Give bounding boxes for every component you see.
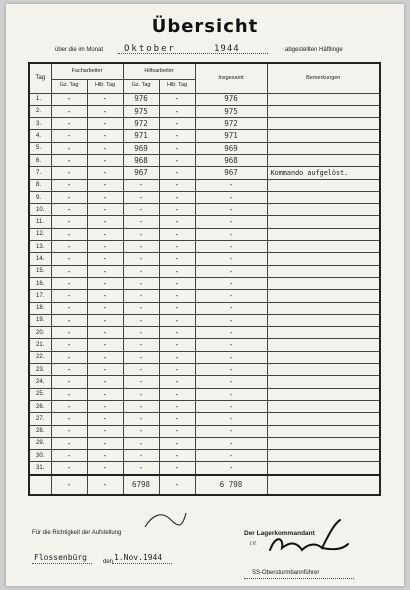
row-remark xyxy=(267,241,380,253)
row-day-number: 5. xyxy=(29,142,51,154)
row-remark xyxy=(267,351,380,363)
row-ha-hlb: - xyxy=(159,351,195,363)
row-fa-hlb: - xyxy=(87,191,123,203)
iv-label: i.V. xyxy=(250,541,257,547)
row-day-number: 7. xyxy=(29,167,51,179)
row-fa-gz: - xyxy=(51,93,87,105)
row-ha-gz: - xyxy=(123,413,159,425)
row-ha-hlb: - xyxy=(159,130,195,142)
row-insgesamt: - xyxy=(195,413,267,425)
row-remark xyxy=(267,437,380,449)
row-fa-hlb: - xyxy=(87,400,123,412)
table-row xyxy=(29,216,380,228)
totals-tag-cell xyxy=(29,475,51,495)
row-fa-gz: - xyxy=(51,241,87,253)
row-remark xyxy=(267,191,380,203)
table-row xyxy=(29,118,380,130)
header-bemerkungen: Bemerkungen xyxy=(267,63,380,93)
header-insgesamt: Insgesamt xyxy=(195,63,267,93)
month-value: Oktober xyxy=(124,44,176,54)
den-label: den xyxy=(103,559,114,565)
header-hilfsarbeiter: Hilfsarbeiter xyxy=(123,63,195,79)
row-fa-hlb: - xyxy=(87,314,123,326)
row-fa-gz: - xyxy=(51,450,87,462)
row-remark xyxy=(267,105,380,117)
date-line xyxy=(112,563,172,564)
row-fa-gz: - xyxy=(51,302,87,314)
row-ha-hlb: - xyxy=(159,388,195,400)
row-day-number: 24. xyxy=(29,376,51,388)
row-remark xyxy=(267,277,380,289)
row-fa-hlb: - xyxy=(87,339,123,351)
row-ha-gz: 975 xyxy=(123,105,159,117)
row-ha-hlb: - xyxy=(159,142,195,154)
row-ha-hlb: - xyxy=(159,241,195,253)
row-fa-gz: - xyxy=(51,142,87,154)
total-ha-hlb: - xyxy=(159,475,195,495)
row-fa-hlb: - xyxy=(87,265,123,277)
row-ha-hlb: - xyxy=(159,400,195,412)
row-ha-hlb: - xyxy=(159,277,195,289)
row-ha-gz: - xyxy=(123,228,159,240)
table-row xyxy=(29,388,380,400)
subtitle-suffix: abgestellten Häftlinge xyxy=(285,47,343,53)
row-ha-hlb: - xyxy=(159,376,195,388)
row-fa-hlb: - xyxy=(87,413,123,425)
row-ha-gz: 967 xyxy=(123,167,159,179)
row-insgesamt: - xyxy=(195,327,267,339)
row-day-number: 12. xyxy=(29,228,51,240)
row-fa-hlb: - xyxy=(87,327,123,339)
row-fa-gz: - xyxy=(51,179,87,191)
row-fa-gz: - xyxy=(51,314,87,326)
row-insgesamt: - xyxy=(195,314,267,326)
row-fa-hlb: - xyxy=(87,241,123,253)
row-remark xyxy=(267,314,380,326)
row-fa-hlb: - xyxy=(87,302,123,314)
row-remark xyxy=(267,290,380,302)
row-ha-gz: 972 xyxy=(123,118,159,130)
table-row xyxy=(29,191,380,203)
row-insgesamt: - xyxy=(195,191,267,203)
row-ha-gz: - xyxy=(123,327,159,339)
table-row xyxy=(29,167,380,179)
total-fa-hlb: - xyxy=(87,475,123,495)
row-ha-gz: 969 xyxy=(123,142,159,154)
row-fa-hlb: - xyxy=(87,277,123,289)
row-ha-hlb: - xyxy=(159,462,195,475)
table-row xyxy=(29,400,380,412)
row-ha-gz: - xyxy=(123,179,159,191)
row-ha-hlb: - xyxy=(159,450,195,462)
row-insgesamt: 969 xyxy=(195,142,267,154)
row-fa-gz: - xyxy=(51,130,87,142)
row-insgesamt: - xyxy=(195,376,267,388)
row-fa-hlb: - xyxy=(87,118,123,130)
table-row xyxy=(29,339,380,351)
row-ha-hlb: - xyxy=(159,265,195,277)
row-insgesamt: - xyxy=(195,265,267,277)
row-remark xyxy=(267,228,380,240)
table-row xyxy=(29,462,380,475)
row-ha-hlb: - xyxy=(159,437,195,449)
row-ha-hlb: - xyxy=(159,425,195,437)
row-remark xyxy=(267,253,380,265)
table-row xyxy=(29,93,380,105)
row-remark xyxy=(267,179,380,191)
row-ha-hlb: - xyxy=(159,413,195,425)
row-fa-gz: - xyxy=(51,425,87,437)
table-row xyxy=(29,376,380,388)
row-insgesamt: - xyxy=(195,425,267,437)
table-row xyxy=(29,179,380,191)
total-fa-gz: - xyxy=(51,475,87,495)
row-remark xyxy=(267,413,380,425)
row-fa-gz: - xyxy=(51,413,87,425)
row-day-number: 22. xyxy=(29,351,51,363)
row-ha-hlb: - xyxy=(159,204,195,216)
row-ha-gz: - xyxy=(123,376,159,388)
row-day-number: 13. xyxy=(29,241,51,253)
row-fa-hlb: - xyxy=(87,450,123,462)
row-ha-gz: - xyxy=(123,277,159,289)
row-insgesamt: - xyxy=(195,204,267,216)
row-insgesamt: - xyxy=(195,450,267,462)
row-remark xyxy=(267,216,380,228)
row-fa-hlb: - xyxy=(87,253,123,265)
table-row xyxy=(29,241,380,253)
row-insgesamt: - xyxy=(195,241,267,253)
row-remark: Kommando aufgelöst. xyxy=(267,167,380,179)
row-day-number: 20. xyxy=(29,327,51,339)
row-insgesamt: - xyxy=(195,400,267,412)
row-insgesamt: - xyxy=(195,462,267,475)
row-insgesamt: 968 xyxy=(195,154,267,166)
row-day-number: 11. xyxy=(29,216,51,228)
row-ha-gz: - xyxy=(123,265,159,277)
row-day-number: 6. xyxy=(29,154,51,166)
row-insgesamt: - xyxy=(195,228,267,240)
row-ha-hlb: - xyxy=(159,179,195,191)
row-day-number: 9. xyxy=(29,191,51,203)
table-row xyxy=(29,450,380,462)
row-fa-hlb: - xyxy=(87,216,123,228)
row-fa-hlb: - xyxy=(87,93,123,105)
year-value: 1944 xyxy=(214,44,240,54)
row-day-number: 18. xyxy=(29,302,51,314)
row-day-number: 19. xyxy=(29,314,51,326)
table-row xyxy=(29,425,380,437)
row-insgesamt: 971 xyxy=(195,130,267,142)
row-fa-hlb: - xyxy=(87,437,123,449)
row-ha-gz: - xyxy=(123,400,159,412)
row-fa-gz: - xyxy=(51,400,87,412)
row-fa-hlb: - xyxy=(87,167,123,179)
row-ha-hlb: - xyxy=(159,364,195,376)
row-day-number: 2. xyxy=(29,105,51,117)
rank-text: SS-Obersturmbannführer xyxy=(252,570,320,576)
row-remark xyxy=(267,388,380,400)
row-ha-hlb: - xyxy=(159,105,195,117)
row-fa-gz: - xyxy=(51,105,87,117)
table-row xyxy=(29,290,380,302)
header-tag: Tag xyxy=(29,63,51,93)
row-day-number: 26. xyxy=(29,400,51,412)
row-remark xyxy=(267,93,380,105)
row-fa-gz: - xyxy=(51,265,87,277)
row-fa-hlb: - xyxy=(87,179,123,191)
table-row xyxy=(29,364,380,376)
header-ha-gz-tag: Gz. Tag xyxy=(123,79,159,93)
row-day-number: 30. xyxy=(29,450,51,462)
row-remark xyxy=(267,462,380,475)
row-ha-hlb: - xyxy=(159,253,195,265)
row-day-number: 27. xyxy=(29,413,51,425)
row-insgesamt: 967 xyxy=(195,167,267,179)
row-ha-hlb: - xyxy=(159,339,195,351)
table-row xyxy=(29,105,380,117)
row-ha-gz: - xyxy=(123,191,159,203)
row-fa-gz: - xyxy=(51,228,87,240)
row-day-number: 28. xyxy=(29,425,51,437)
table-row xyxy=(29,253,380,265)
row-ha-gz: - xyxy=(123,339,159,351)
row-day-number: 16. xyxy=(29,277,51,289)
row-ha-gz: - xyxy=(123,364,159,376)
row-ha-gz: - xyxy=(123,216,159,228)
row-ha-gz: - xyxy=(123,302,159,314)
row-day-number: 14. xyxy=(29,253,51,265)
row-ha-gz: - xyxy=(123,253,159,265)
table-row xyxy=(29,413,380,425)
row-insgesamt: - xyxy=(195,277,267,289)
row-remark xyxy=(267,142,380,154)
row-ha-gz: 968 xyxy=(123,154,159,166)
row-insgesamt: - xyxy=(195,253,267,265)
total-ha-gz: 6798 xyxy=(123,475,159,495)
table-row xyxy=(29,154,380,166)
table-row xyxy=(29,204,380,216)
row-insgesamt: 972 xyxy=(195,118,267,130)
table-row xyxy=(29,228,380,240)
row-fa-gz: - xyxy=(51,277,87,289)
row-ha-gz: - xyxy=(123,462,159,475)
row-fa-gz: - xyxy=(51,167,87,179)
row-fa-gz: - xyxy=(51,327,87,339)
row-ha-gz: - xyxy=(123,351,159,363)
row-day-number: 10. xyxy=(29,204,51,216)
row-fa-gz: - xyxy=(51,437,87,449)
row-ha-hlb: - xyxy=(159,118,195,130)
row-day-number: 25. xyxy=(29,388,51,400)
row-fa-hlb: - xyxy=(87,388,123,400)
row-fa-gz: - xyxy=(51,118,87,130)
row-day-number: 8. xyxy=(29,179,51,191)
row-ha-hlb: - xyxy=(159,93,195,105)
row-ha-hlb: - xyxy=(159,327,195,339)
row-remark xyxy=(267,400,380,412)
place-line xyxy=(32,563,92,564)
row-fa-gz: - xyxy=(51,290,87,302)
row-remark xyxy=(267,339,380,351)
inmate-table xyxy=(28,62,381,496)
row-day-number: 15. xyxy=(29,265,51,277)
row-fa-gz: - xyxy=(51,376,87,388)
row-fa-hlb: - xyxy=(87,142,123,154)
row-insgesamt: 976 xyxy=(195,93,267,105)
row-day-number: 4. xyxy=(29,130,51,142)
header-fa-gz-tag: Gz. Tag xyxy=(51,79,87,93)
row-ha-hlb: - xyxy=(159,290,195,302)
row-remark xyxy=(267,425,380,437)
certification-text: Für die Richtigkeit der Aufstellung xyxy=(32,530,122,536)
row-remark xyxy=(267,154,380,166)
row-insgesamt: - xyxy=(195,302,267,314)
row-remark xyxy=(267,364,380,376)
row-day-number: 1. xyxy=(29,93,51,105)
table-row xyxy=(29,302,380,314)
row-remark xyxy=(267,327,380,339)
commander-title: Der Lagerkommandant xyxy=(244,530,315,537)
row-insgesamt: - xyxy=(195,437,267,449)
row-insgesamt: - xyxy=(195,179,267,191)
row-ha-hlb: - xyxy=(159,302,195,314)
row-remark xyxy=(267,130,380,142)
row-fa-gz: - xyxy=(51,351,87,363)
header-facharbeiter: Facharbeiter xyxy=(51,63,123,79)
row-fa-gz: - xyxy=(51,364,87,376)
row-remark xyxy=(267,265,380,277)
row-ha-gz: - xyxy=(123,290,159,302)
table-row xyxy=(29,351,380,363)
totals-row xyxy=(29,475,380,495)
place-value: Flossenbürg xyxy=(34,553,87,562)
row-ha-gz: - xyxy=(123,437,159,449)
row-ha-gz: - xyxy=(123,388,159,400)
row-fa-gz: - xyxy=(51,204,87,216)
total-remark xyxy=(267,475,380,495)
row-ha-gz: - xyxy=(123,450,159,462)
total-insgesamt: 6 798 xyxy=(195,475,267,495)
row-ha-gz: - xyxy=(123,314,159,326)
row-insgesamt: - xyxy=(195,339,267,351)
rank-line xyxy=(244,578,354,579)
row-fa-hlb: - xyxy=(87,462,123,475)
row-fa-hlb: - xyxy=(87,290,123,302)
table-row xyxy=(29,314,380,326)
row-remark xyxy=(267,302,380,314)
row-fa-gz: - xyxy=(51,216,87,228)
pen-mark xyxy=(140,505,190,535)
row-ha-hlb: - xyxy=(159,228,195,240)
row-fa-hlb: - xyxy=(87,130,123,142)
row-fa-gz: - xyxy=(51,154,87,166)
row-fa-gz: - xyxy=(51,462,87,475)
row-fa-gz: - xyxy=(51,339,87,351)
row-ha-hlb: - xyxy=(159,154,195,166)
commander-signature xyxy=(262,514,352,564)
table-row xyxy=(29,327,380,339)
row-fa-hlb: - xyxy=(87,105,123,117)
row-remark xyxy=(267,376,380,388)
row-insgesamt: - xyxy=(195,388,267,400)
row-fa-hlb: - xyxy=(87,351,123,363)
row-fa-gz: - xyxy=(51,388,87,400)
row-insgesamt: - xyxy=(195,290,267,302)
row-remark xyxy=(267,450,380,462)
row-fa-hlb: - xyxy=(87,376,123,388)
row-remark xyxy=(267,118,380,130)
row-insgesamt: - xyxy=(195,351,267,363)
row-insgesamt: 975 xyxy=(195,105,267,117)
row-fa-hlb: - xyxy=(87,228,123,240)
row-fa-hlb: - xyxy=(87,425,123,437)
table-row xyxy=(29,277,380,289)
header-ha-hlb-tag: Hlb. Tag xyxy=(159,79,195,93)
subtitle-prefix: über die im Monat xyxy=(55,47,104,53)
row-ha-gz: 976 xyxy=(123,93,159,105)
row-fa-hlb: - xyxy=(87,204,123,216)
row-day-number: 29. xyxy=(29,437,51,449)
row-ha-hlb: - xyxy=(159,167,195,179)
row-day-number: 23. xyxy=(29,364,51,376)
row-day-number: 3. xyxy=(29,118,51,130)
date-value: 1.Nov.1944 xyxy=(114,553,163,562)
table-row xyxy=(29,130,380,142)
row-ha-hlb: - xyxy=(159,191,195,203)
row-day-number: 21. xyxy=(29,339,51,351)
row-fa-gz: - xyxy=(51,191,87,203)
row-ha-gz: - xyxy=(123,241,159,253)
row-fa-hlb: - xyxy=(87,364,123,376)
row-ha-gz: - xyxy=(123,425,159,437)
row-ha-hlb: - xyxy=(159,216,195,228)
row-fa-gz: - xyxy=(51,253,87,265)
row-insgesamt: - xyxy=(195,364,267,376)
row-day-number: 31. xyxy=(29,462,51,475)
row-fa-hlb: - xyxy=(87,154,123,166)
row-ha-hlb: - xyxy=(159,314,195,326)
document-title: Übersicht xyxy=(151,16,259,37)
header-fa-hlb-tag: Hlb. Tag xyxy=(87,79,123,93)
table-row xyxy=(29,437,380,449)
row-insgesamt: - xyxy=(195,216,267,228)
row-ha-gz: 971 xyxy=(123,130,159,142)
row-remark xyxy=(267,204,380,216)
row-day-number: 17. xyxy=(29,290,51,302)
table-row xyxy=(29,142,380,154)
row-ha-gz: - xyxy=(123,204,159,216)
table-row xyxy=(29,265,380,277)
